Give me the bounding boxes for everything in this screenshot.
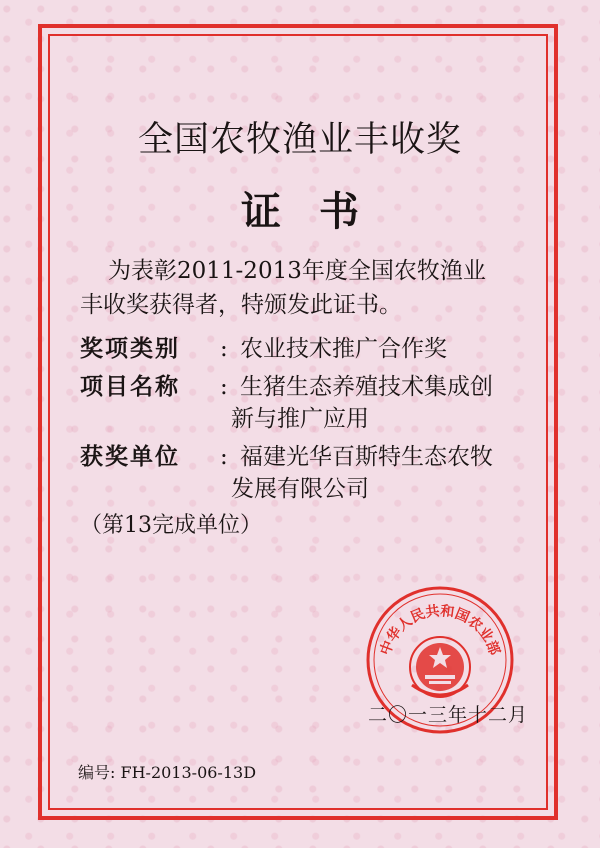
completion-note: （第13完成单位） [80, 513, 262, 538]
certificate-subtitle: 证书 [241, 189, 397, 235]
field-project-name [80, 368, 493, 401]
field-award-category [80, 330, 447, 363]
intro-line-1: 为表彰2011-2013年度全国农牧渔业 [108, 258, 486, 284]
field-value: 福建光华百斯特生态农牧 [240, 444, 493, 470]
field-label: 项目名称 [80, 373, 180, 400]
field-value: 生猪生态养殖技术集成创 [240, 374, 493, 400]
field-colon: : [220, 444, 228, 470]
issue-date: 二〇一三年十二月 [368, 704, 529, 726]
field-colon: : [220, 374, 228, 400]
serial-number: 编号: FH-2013-06-13D [78, 763, 257, 782]
field-value-continued: 发展有限公司 [231, 476, 369, 502]
field-award-unit [80, 438, 493, 471]
field-value: 农业技术推广合作奖 [240, 336, 447, 362]
intro-line-2: 丰收奖获得者，特颁发此证书。 [80, 292, 402, 318]
field-value-continued: 新与推广应用 [231, 406, 369, 432]
field-label: 奖项类别 [80, 335, 180, 362]
svg-text:中华人民共和国农业部: 中华人民共和国农业部 [377, 603, 503, 658]
field-colon: : [220, 336, 228, 362]
certificate-title: 全国农牧渔业丰收奖 [137, 120, 462, 160]
field-label: 获奖单位 [80, 443, 180, 470]
